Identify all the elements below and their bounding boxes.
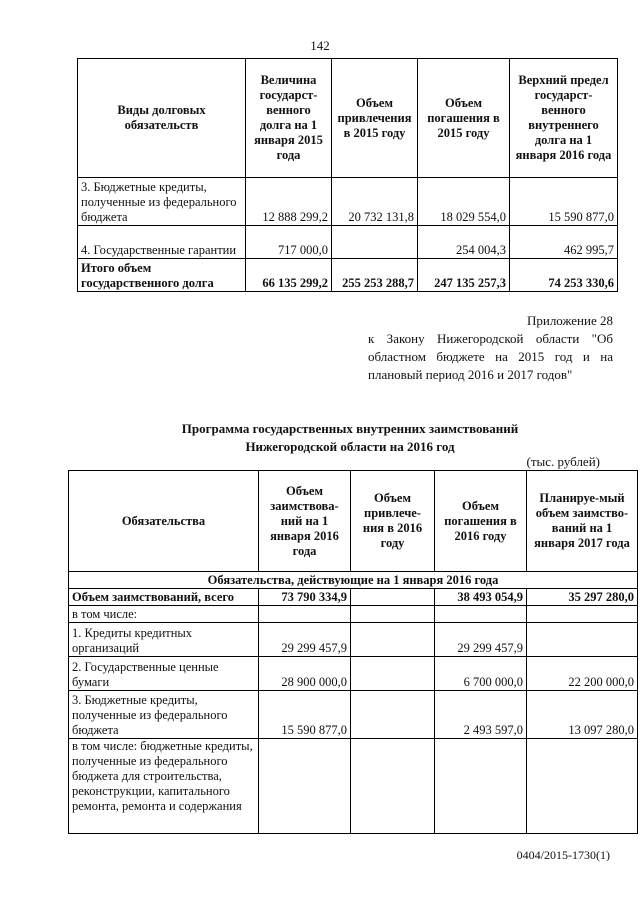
cell-value <box>351 606 435 623</box>
row-label: Итого объем государственного долга <box>78 259 246 292</box>
cell-value: 254 004,3 <box>418 226 510 259</box>
cell-value <box>351 657 435 691</box>
cell-value: 38 493 054,9 <box>435 589 527 606</box>
row-label: 4. Государственные гарантии <box>78 226 246 259</box>
cell-value <box>351 691 435 739</box>
cell-value: 66 135 299,2 <box>246 259 332 292</box>
row-label: в том числе: бюджетные кредиты, полученные из федерального бюджета для строительства, реконструкции, капитального ремонта, ремонта и содержания <box>69 739 259 834</box>
cell-value: 462 995,7 <box>510 226 618 259</box>
appendix-note <box>368 312 613 384</box>
cell-value: 15 590 877,0 <box>510 178 618 226</box>
table-header-row <box>78 59 618 178</box>
cell-value: 22 200 000,0 <box>527 657 638 691</box>
appendix-law-reference: к Закону Нижегородской области "Об областном бюджете на 2015 год и на плановый период 2016 и 2017 годов" <box>368 331 613 382</box>
cell-value: 255 253 288,7 <box>332 259 418 292</box>
debt-table-2015 <box>77 58 618 292</box>
cell-value: 2 493 597,0 <box>435 691 527 739</box>
table-row <box>69 657 638 691</box>
row-label: 3. Бюджетные кредиты, полученные из федерального бюджета <box>69 691 259 739</box>
cell-value: 18 029 554,0 <box>418 178 510 226</box>
cell-value <box>332 226 418 259</box>
table-row-total <box>69 589 638 606</box>
cell-value <box>351 589 435 606</box>
table-row <box>69 623 638 657</box>
cell-value: 35 297 280,0 <box>527 589 638 606</box>
appendix-number: Приложение 28 <box>526 313 613 328</box>
table-row <box>69 691 638 739</box>
program-title-line1: Программа государственных внутренних заимствований <box>181 421 519 436</box>
cell-value <box>259 739 351 834</box>
table-header-row <box>69 471 638 572</box>
cell-value <box>527 623 638 657</box>
cell-value <box>527 739 638 834</box>
cell-value <box>435 606 527 623</box>
page-number: 142 <box>310 38 330 53</box>
section-title: Обязательства, действующие на 1 января 2016 года <box>69 572 638 589</box>
cell-value: 74 253 330,6 <box>510 259 618 292</box>
table-row <box>69 739 638 834</box>
section-row <box>69 572 638 589</box>
row-label: 3. Бюджетные кредиты, полученные из федерального бюджета <box>78 178 246 226</box>
cell-value <box>435 739 527 834</box>
col-header-debt-type: Виды долговых обязательств <box>78 59 246 178</box>
col-header-debt-start: Величина государст-венного долга на 1 января 2015 года <box>246 59 332 178</box>
cell-value: 73 790 334,9 <box>259 589 351 606</box>
table-row <box>78 178 618 226</box>
cell-value: 13 097 280,0 <box>527 691 638 739</box>
cell-value: 247 135 257,3 <box>418 259 510 292</box>
row-label: 1. Кредиты кредитных организаций <box>69 623 259 657</box>
program-title-line2: Нижегородской области на 2016 год <box>245 439 455 454</box>
cell-value: 29 299 457,9 <box>435 623 527 657</box>
table-row <box>78 226 618 259</box>
col-header-upper-limit: Верхний предел государст-венного внутреннего долга на 1 января 2016 года <box>510 59 618 178</box>
document-code: 0404/2015-1730(1) <box>516 848 610 862</box>
cell-value <box>351 739 435 834</box>
program-title <box>60 420 640 456</box>
units-label: (тыс. рублей) <box>526 454 600 469</box>
col-header-borrowing: Объем привлечения в 2015 году <box>332 59 418 178</box>
cell-value: 6 700 000,0 <box>435 657 527 691</box>
row-label: в том числе: <box>69 606 259 623</box>
row-label: Объем заимствований, всего <box>69 589 259 606</box>
row-label: 2. Государственные ценные бумаги <box>69 657 259 691</box>
cell-value: 29 299 457,9 <box>259 623 351 657</box>
col-header-repayment: Объем погашения в 2016 году <box>435 471 527 572</box>
cell-value: 20 732 131,8 <box>332 178 418 226</box>
col-header-obligations: Обязательства <box>69 471 259 572</box>
col-header-planned-volume: Планируе-мый объем заимство-ваний на 1 января 2017 года <box>527 471 638 572</box>
cell-value: 12 888 299,2 <box>246 178 332 226</box>
col-header-borrowing: Объем привлече-ния в 2016 году <box>351 471 435 572</box>
cell-value <box>259 606 351 623</box>
borrowing-program-table-2016 <box>68 470 638 834</box>
col-header-borrowing-start: Объем заимствова-ний на 1 января 2016 года <box>259 471 351 572</box>
table-row-total <box>78 259 618 292</box>
table-row <box>69 606 638 623</box>
cell-value: 15 590 877,0 <box>259 691 351 739</box>
cell-value: 717 000,0 <box>246 226 332 259</box>
col-header-repayment: Объем погашения в 2015 году <box>418 59 510 178</box>
cell-value: 28 900 000,0 <box>259 657 351 691</box>
cell-value <box>351 623 435 657</box>
cell-value <box>527 606 638 623</box>
